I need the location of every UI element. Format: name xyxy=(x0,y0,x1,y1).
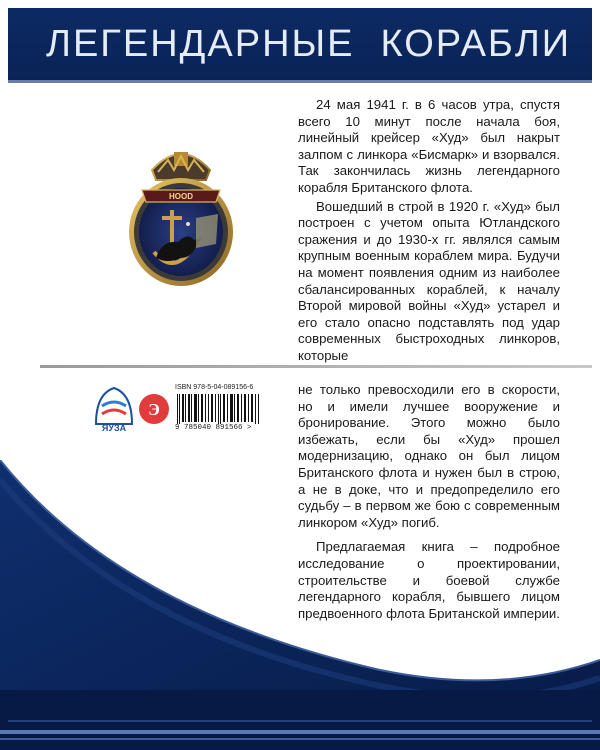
series-title xyxy=(46,22,571,66)
paragraph: Предлагаемая книга – подробное исследование о проектировании, строительстве и боевой службе легендарного корабля, бывшего лицом предвоенного флота Британской империи. xyxy=(298,539,560,621)
header-rule xyxy=(8,80,592,83)
series-title-part1: ЛЕГЕНДАРНЫЕ xyxy=(46,23,355,65)
header-band xyxy=(8,8,592,80)
hms-hood-badge-icon xyxy=(122,140,240,290)
yauza-logo-text: ЯУЗА xyxy=(101,423,127,433)
badge-ribbon-text: HOOD xyxy=(169,192,193,201)
barcode-digits: 9 785040 891566 > xyxy=(175,424,252,432)
description-bottom xyxy=(298,382,560,622)
eksmo-logo-text: Э xyxy=(148,400,160,419)
barcode-icon xyxy=(175,394,263,424)
footer-stripes xyxy=(0,690,600,750)
yauza-logo-icon xyxy=(96,388,132,424)
paragraph: не только превосходили его в скорости, но и имели лучшее вооружение и бронирование. Этого можно было избежать, если бы «Худ» прошел модернизацию, однако он был лицом Британского флота и нужен был в строю, а не в доке, что и предопределило его судьбу – в первом же бою с современным линкором «Худ» погиб. xyxy=(298,382,560,530)
paragraph: Вошедший в строй в 1920 г. «Худ» был построен с учетом опыта Ютландского сражения и до 1930-х гг. являлся самым крупным военным кораблем мира. Будучи на момент появления одним из наиболее сбалансированных кораблей, к началу Второй мировой войны «Худ» устарел и его стало опасно подставлять под удар современных быстроходных линкоров, которые xyxy=(298,198,560,363)
isbn-barcode xyxy=(175,384,265,434)
publisher-logos xyxy=(92,384,172,434)
description-top xyxy=(298,97,560,365)
series-title-part2: КОРАБЛИ xyxy=(380,23,572,65)
paragraph: 24 мая 1941 г. в 6 часов утра, спустя всего 10 минут после начала боя, линейный крейсер «Худ» был накрыт залпом с линкора «Бисмарк» и взорвался. Так закончилась жизнь легендарного корабля Британского флота. xyxy=(298,97,560,195)
divider-line xyxy=(40,365,592,368)
isbn-number: ISBN 978-5-04-089156-6 xyxy=(175,384,254,391)
